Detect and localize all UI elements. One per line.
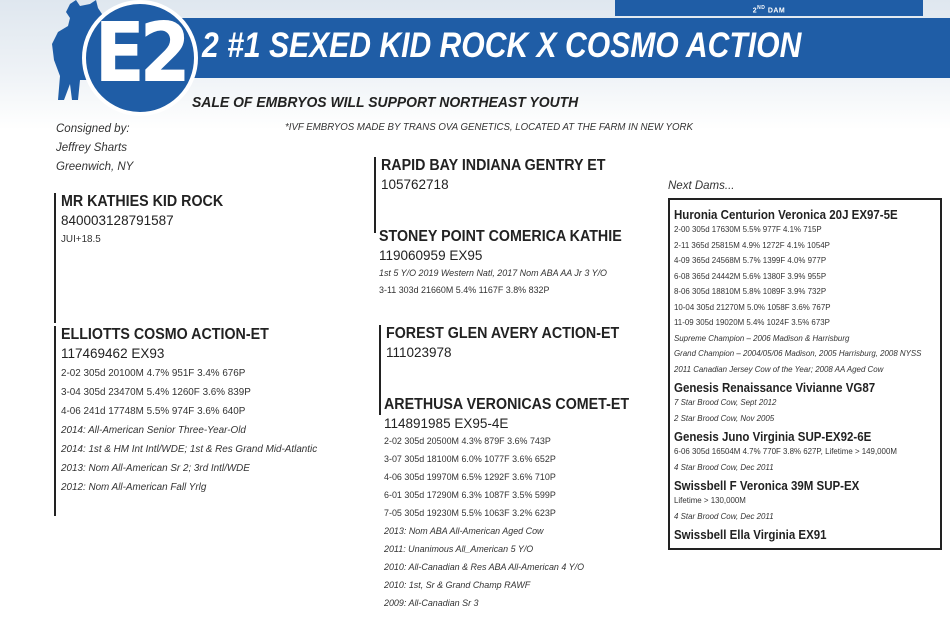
next-dam-honor: 2011 Canadian Jersey Cow of the Year; 2008 AA Aged Cow — [674, 363, 884, 374]
dam-dam-honor: 2011: Unanimous All_American 5 Y/O — [384, 544, 534, 555]
dam-record: 2-02 305d 20100M 4.7% 951F 3.4% 676P — [61, 367, 246, 379]
next-dam-entry — [674, 528, 936, 542]
dam-dam-record: 7-05 305d 19230M 5.5% 1063F 3.2% 623P — [384, 508, 556, 519]
sire-sire-reg: 105762718 — [381, 177, 449, 192]
sire-reg: 840003128791587 — [61, 213, 174, 228]
next-dam-name: Genesis Juno Virginia SUP-EX92-6E — [674, 430, 872, 444]
dam-record: 4-06 241d 17748M 5.5% 974F 3.6% 640P — [61, 405, 246, 417]
consignor-info — [56, 120, 133, 177]
next-dam-entry — [674, 479, 936, 524]
dam-record: 3-04 305d 23470M 5.4% 1260F 3.6% 839P — [61, 386, 251, 398]
lot-number: E2 — [94, 6, 186, 101]
next-dam-honor: 4 Star Brood Cow, Dec 2011 — [674, 461, 774, 472]
sire-block — [54, 193, 237, 323]
next-dam-record: 6-08 365d 24442M 5.6% 1380F 3.9% 955P — [674, 270, 827, 281]
next-dam-honor: Grand Champion – 2004/05/06 Madison, 2005 Harrisburg, 2008 NYSS — [674, 348, 922, 358]
dam-dam-name: ARETHUSA VERONICAS COMET-ET — [384, 396, 630, 413]
next-dam-honor: 7 Star Brood Cow, Sept 2012 — [674, 397, 777, 407]
next-dam-honor: 2 Star Brood Cow, Nov 2005 — [674, 412, 775, 423]
next-dams-box — [668, 198, 942, 550]
next-dams-label: Next Dams... — [668, 180, 735, 192]
dam-honor: 2013: Nom All-American Sr 2; 3rd Intl/WDE — [61, 462, 250, 474]
dam-dam-honor: 2013: Nom ABA All-American Aged Cow — [384, 526, 544, 537]
next-dam-honor: Supreme Champion – 2006 Madison & Harrisburg — [674, 332, 850, 343]
sire-sire-block — [374, 157, 625, 233]
dam-dam-record: 2-02 305d 20500M 4.3% 879F 3.6% 743P — [384, 436, 551, 447]
consignor-location: Greenwich, NY — [56, 161, 134, 173]
sire-dam-reg: 119060959 EX95 — [379, 248, 483, 263]
page-subtitle: SALE OF EMBRYOS WILL SUPPORT NORTHEAST YOUTH — [192, 94, 579, 111]
consignor-label: Consigned by: — [56, 123, 130, 135]
dam-dam-reg: 114891985 EX95-4E — [384, 416, 509, 431]
next-dam-record: 8-06 305d 18810M 5.8% 1089F 3.9% 732P — [674, 286, 827, 296]
dam-reg: 117469462 EX93 — [61, 346, 165, 361]
next-dam-entry — [674, 381, 936, 426]
next-dam-name: Genesis Renaissance Vivianne VG87 — [674, 381, 876, 395]
next-dam-record: 11-09 305d 19020M 5.4% 1024F 3.5% 673P — [674, 317, 830, 327]
sire-dam-block — [374, 228, 643, 303]
dam-dam-block — [379, 396, 650, 613]
dam-honor: 2012: Nom All-American Fall Yrlg — [61, 481, 207, 493]
dam-dam-record: 4-06 305d 19970M 6.5% 1292F 3.6% 710P — [384, 472, 556, 483]
next-dam-record: 2-11 365d 25815M 4.9% 1272F 4.1% 1054P — [674, 239, 830, 250]
next-dam-record: 4-09 365d 24568M 5.7% 1399F 4.0% 977P — [674, 255, 827, 265]
dam-sire-name: FOREST GLEN AVERY ACTION-ET — [386, 325, 620, 342]
next-dam-record: 10-04 305d 21270M 5.0% 1058F 3.6% 767P — [674, 301, 831, 312]
dam-honor: 2014: All-American Senior Three-Year-Old — [61, 424, 246, 436]
dam-name: ELLIOTTS COSMO ACTION-ET — [61, 326, 269, 343]
sire-dam-name: STONEY POINT COMERICA KATHIE — [379, 228, 622, 245]
sire-dam-honor: 1st 5 Y/O 2019 Western Natl, 2017 Nom ABA AA Jr 3 Y/O — [379, 268, 607, 279]
dam-sire-reg: 111023978 — [386, 345, 452, 360]
dam-dam-honor: 2010: All-Canadian & Res ABA All-American 4 Y/O — [384, 562, 585, 573]
next-dam-honor: 4 Star Brood Cow, Dec 2011 — [674, 510, 774, 521]
dam-dam-record: 6-01 305d 17290M 6.3% 1087F 3.5% 599P — [384, 490, 556, 501]
dam-tab: 2ND DAM — [615, 0, 923, 16]
next-dam-record: Lifetime > 130,000M — [674, 495, 746, 505]
ivf-note: *IVF EMBRYOS MADE BY TRANS OVA GENETICS, LOCATED AT THE FARM IN NEW YORK — [285, 121, 693, 133]
next-dam-name: Swissbell Ella Virginia EX91 — [674, 528, 827, 542]
sire-sire-name: RAPID BAY INDIANA GENTRY ET — [381, 157, 606, 174]
sire-index: JUI+18.5 — [61, 233, 101, 245]
dam-dam-record: 3-07 305d 18100M 6.0% 1077F 3.6% 652P — [384, 454, 556, 465]
next-dam-name: Swissbell F Veronica 39M SUP-EX — [674, 479, 860, 493]
next-dam-entry — [674, 430, 936, 475]
sire-dam-record: 3-11 303d 21660M 5.4% 1167F 3.8% 832P — [379, 285, 550, 296]
dam-dam-honor: 2009: All-Canadian Sr 3 — [384, 598, 479, 609]
dam-honor: 2014: 1st & HM Int Intl/WDE; 1st & Res Grand Mid-Atlantic — [61, 443, 318, 455]
dam-dam-honor: 2010: 1st, Sr & Grand Champ RAWF — [384, 580, 531, 591]
sire-name: MR KATHIES KID ROCK — [61, 193, 224, 210]
next-dam-entry — [674, 208, 936, 377]
consignor-name: Jeffrey Sharts — [56, 142, 127, 154]
next-dam-name: Huronia Centurion Veronica 20J EX97-5E — [674, 208, 898, 222]
next-dam-record: 2-00 305d 17630M 5.5% 977F 4.1% 715P — [674, 224, 822, 234]
page-title: 2 #1 SEXED KID ROCK X COSMO ACTION — [202, 26, 802, 65]
dam-block — [54, 326, 334, 516]
next-dam-record: 6-06 305d 16504M 4.7% 770F 3.8% 627P, Lifetime > 149,000M — [674, 446, 897, 456]
